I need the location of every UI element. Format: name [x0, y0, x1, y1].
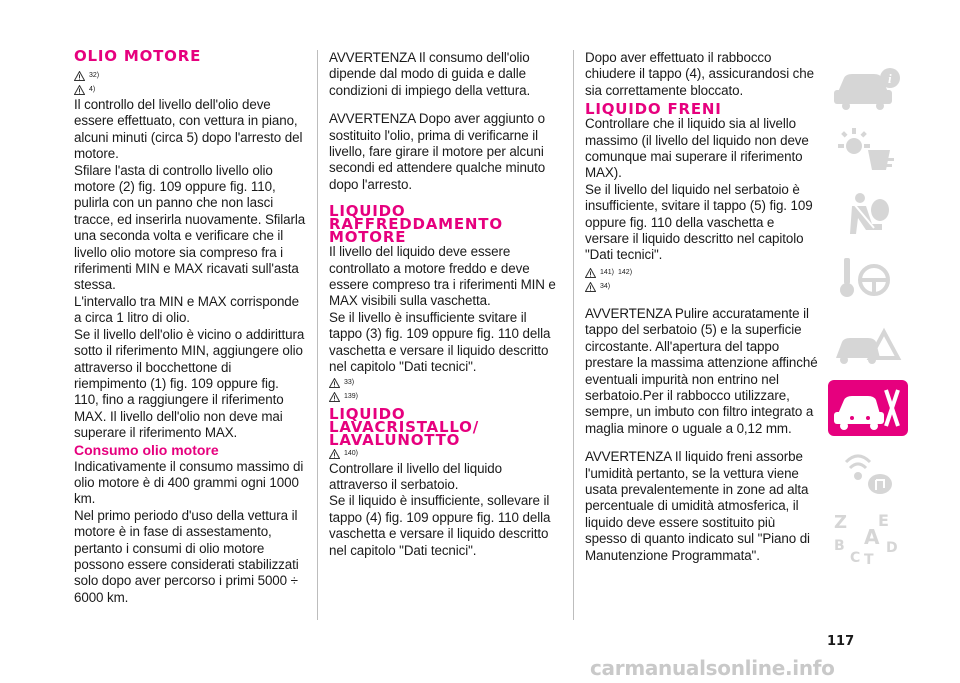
ref-label: 139) [344, 392, 359, 400]
warning-paragraph: AVVERTENZA Il consumo dell'olio dipende dal modo di guida e dalle condizioni di impiego della vettura. [329, 50, 531, 98]
index-tab-dashboard[interactable] [828, 120, 908, 184]
index-letter: E [878, 511, 889, 530]
index-tab-alphabetical[interactable] [828, 504, 908, 568]
warning-triangle-icon [329, 392, 340, 402]
alphabetical-index-icon [828, 504, 908, 568]
key-steering-icon [828, 248, 908, 312]
watermark: carmanualsonline.info [590, 656, 835, 680]
subsection-title-consumo: Consumo olio motore [74, 441, 219, 458]
paragraph: Se il livello del liquido nel serbatoio è insufficiente, svitare il tappo (5) fig. 109 oppure fig. 110 della vaschetta e versare il liquido descritto nel capitolo "Dati tecnici". [585, 181, 813, 263]
section-title-liquido-raffreddamento: LIQUIDO RAFFREDDAMENTO MOTORE [329, 202, 503, 247]
warning-ref [585, 280, 820, 294]
multimedia-icon [828, 440, 908, 504]
paragraph: Se il livello dell'olio è vicino o addirittura sotto il riferimento MIN, aggiungere olio attraverso il bocchettone di riempimento (1) fig. 109 oppure fig. 110, fino a raggiungere il riferimento MAX. Il livello dell'olio non deve mai superare il riferimento MAX. [74, 326, 305, 441]
index-letter: C [850, 550, 861, 566]
warning-triangle-icon [585, 268, 596, 278]
section-title-liquido-lavacristallo: LIQUIDO LAVACRISTALLO/ LAVALUNOTTO [329, 404, 479, 449]
warning-paragraph: AVVERTENZA Il liquido freni assorbe l'umidità pertanto, se la vettura viene usata prevalentemente in zone ad alta percentuale di umidità atmosferica, il liquido deve essere sostituito più spesso di quanto indicato sul "Piano di Manutenzione Programmata". [585, 449, 810, 563]
index-letter: Z [834, 512, 848, 533]
index-letter: A [864, 525, 880, 549]
index-tab-multimedia[interactable] [828, 440, 908, 504]
column-3 [585, 50, 820, 564]
paragraph: Indicativamente il consumo massimo di olio motore è di 400 grammi ogni 1000 km. [74, 458, 304, 507]
column-divider [317, 50, 318, 620]
page-number: 117 [827, 634, 855, 649]
chapter-index [828, 56, 910, 568]
ref-label: 141) [600, 268, 615, 276]
warning-triangle-icon [585, 282, 596, 292]
warning-triangle-icon [74, 85, 85, 95]
paragraph: Il controllo del livello dell'olio deve essere effettuato, con vettura in piano, alcuni minuti (circa 5) dopo l'arresto del motore. [74, 97, 303, 162]
column-2 [329, 50, 562, 559]
paragraph: Se il livello è insufficiente svitare il tappo (3) fig. 109 oppure fig. 110 della vaschetta e versare il liquido descritto nel capitolo "Dati tecnici". [329, 309, 551, 375]
warning-triangle-icon [828, 312, 908, 376]
paragraph: Dopo aver effettuato il rabbocco chiudere il tappo (4), assicurandosi che sia correttamente bloccato. [585, 50, 814, 98]
ref-label: 33) [344, 378, 355, 386]
warning-ref [329, 447, 562, 461]
paragraph: Controllare il livello del liquido attraverso il serbatoio. [329, 460, 502, 492]
maintenance-icon [828, 376, 908, 440]
index-tab-starting-driving[interactable] [828, 248, 908, 312]
paragraph: L'intervallo tra MIN e MAX corrisponde a circa 1 litro di olio. [74, 293, 299, 326]
dashboard-lights-icon [828, 120, 908, 184]
index-tab-maintenance[interactable] [828, 376, 908, 440]
ref-label: 4) [89, 86, 96, 93]
warning-paragraph: AVVERTENZA Dopo aver aggiunto o sostituito l'olio, prima di verificarne il livello, fare girare il motore per alcuni secondi ed attendere qualche minuto dopo l'arresto. [329, 111, 546, 192]
section-title-liquido-freni: LIQUIDO FRENI [585, 100, 722, 119]
ref-label: 32) [89, 72, 100, 79]
index-letter: T [864, 552, 874, 568]
paragraph: Sfilare l'asta di controllo livello olio motore (2) fig. 109 oppure fig. 110, pulirla con un panno che non lasci tracce, ed inserirla nuovamente. Sfilarla una seconda volta e verificare che il livello olio motore sia compreso fra i riferimenti MIN e MAX ricavati sull'asta stessa. [74, 162, 306, 293]
ref-label: 34) [600, 282, 611, 290]
paragraph: Se il liquido è insufficiente, sollevare il tappo (4) fig. 109 oppure fig. 110 della vaschetta e versare il liquido descritto nel capitolo "Dati tecnici". [329, 493, 551, 558]
warning-triangle-icon [329, 449, 340, 459]
safety-airbag-icon [828, 184, 908, 248]
warning-ref [585, 266, 820, 280]
warning-triangle-icon [329, 378, 340, 388]
warning-ref [74, 83, 306, 97]
index-tab-emergency[interactable] [828, 312, 908, 376]
ref-label: 142) [618, 268, 633, 276]
warning-paragraph: AVVERTENZA Pulire accuratamente il tappo del serbatoio (5) e la superficie circostante. All'apertura del tappo prestare la massima attenzione affinché eventuali impurità non entrino nel serbatoio.Per il rabbocco utilizzare, sempre, un imbuto con filtro integrato a maglia minore o uguale a 0,12 mm. [585, 305, 818, 436]
warning-triangle-icon [74, 71, 85, 81]
warning-ref [329, 390, 562, 404]
paragraph: Il livello del liquido deve essere controllato a motore freddo e deve essere compreso tra i riferimenti MIN e MAX visibili sulla vaschetta. [329, 244, 556, 309]
column-1 [74, 47, 306, 606]
ref-label: 140) [344, 449, 359, 457]
index-letter: B [834, 538, 845, 554]
index-tab-car-info[interactable] [828, 56, 908, 120]
index-letter: D [886, 540, 898, 556]
svg-text:i: i [888, 71, 892, 86]
section-title-olio-motore: OLIO MOTORE [74, 47, 202, 65]
paragraph: Controllare che il liquido sia al livello massimo (il livello del liquido non deve comunque mai superare il riferimento MAX). [585, 116, 809, 181]
warning-ref [329, 376, 562, 390]
car-info-icon [828, 56, 908, 120]
column-divider [573, 50, 574, 620]
warning-ref [74, 69, 306, 83]
index-tab-safety[interactable] [828, 184, 908, 248]
paragraph: Nel primo periodo d'uso della vettura il motore è in fase di assestamento, pertanto i consumi di olio motore possono essere considerati stabilizzati solo dopo aver percorso i primi 5000 ÷ 6000 km. [74, 507, 299, 605]
